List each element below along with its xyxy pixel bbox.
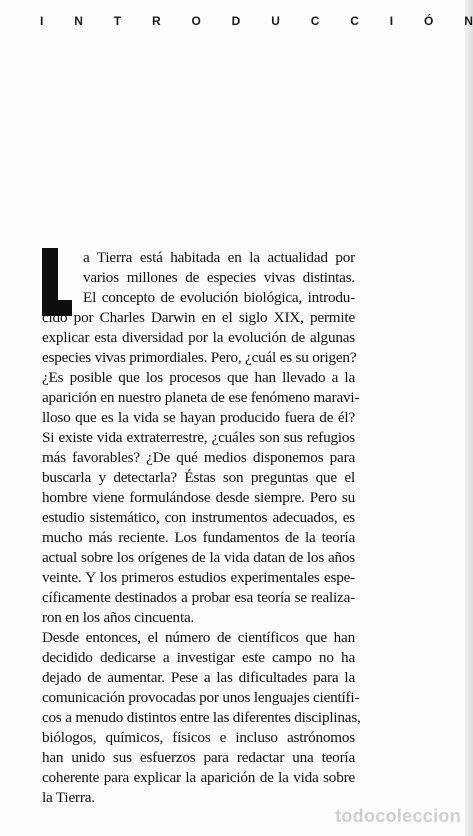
header-letter: I bbox=[389, 14, 394, 28]
text-line: Si existe vida extraterrestre, ¿cuáles son sus refugios bbox=[42, 429, 355, 446]
text-line: dejado de aumentar. Pese a las dificultades para la bbox=[42, 669, 355, 686]
text-line: comunicación provocadas por unos lenguajes científi- bbox=[42, 689, 360, 706]
text-line: estudio sistemático, con instrumentos adecuados, es bbox=[42, 509, 355, 526]
text-line: mucho más reciente. Los fundamentos de la teoría bbox=[42, 529, 355, 546]
text-line: más favorables? ¿De qué medios disponemos para bbox=[42, 449, 355, 466]
header-letter: T bbox=[113, 14, 122, 28]
text-line: biólogos, químicos, físicos e incluso astrónomos bbox=[42, 729, 355, 746]
text-line: ¿Es posible que los procesos que han llevado a la bbox=[42, 369, 355, 386]
text-line: a Tierra está habitada en la actualidad por bbox=[83, 249, 355, 266]
text-line: especies vivas primordiales. Pero, ¿cuál es su origen? bbox=[42, 349, 357, 366]
text-line: hombre viene formulándose desde siempre. Pero su bbox=[42, 489, 355, 506]
text-line: han unido sus esfuerzos para redactar una teoría bbox=[42, 749, 355, 766]
text-line: cíficamente destinados a probar esa teoría se realiza- bbox=[42, 589, 355, 606]
header-letter: U bbox=[271, 14, 280, 28]
text-line: varios millones de especies vivas distintas. bbox=[83, 269, 355, 286]
text-line: la Tierra. bbox=[42, 789, 95, 806]
header-letter: R bbox=[151, 14, 161, 28]
text-line: decidido dedicarse a investigar este campo no ha bbox=[42, 649, 355, 666]
text-line: actual sobre los orígenes de la vida datan de los años bbox=[42, 549, 355, 566]
text-line: ron en los años cincuenta. bbox=[42, 609, 195, 626]
text-line: explicar esta diversidad por la evolución de algunas bbox=[42, 329, 355, 346]
header-letter: I bbox=[40, 14, 44, 28]
drop-cap-letter bbox=[42, 248, 72, 316]
text-line: El concepto de evolución biológica, introdu- bbox=[83, 289, 355, 306]
running-header bbox=[40, 14, 473, 28]
text-line: veinte. Y los primeros estudios experimentales espe- bbox=[42, 569, 355, 586]
page-edge-shadow bbox=[465, 0, 473, 836]
header-letter: O bbox=[191, 14, 201, 28]
text-line: cido por Charles Darwin en el siglo XIX, permite bbox=[42, 309, 355, 326]
text-line: aparición en nuestro planeta de ese fenómeno maravi- bbox=[42, 389, 360, 406]
text-line: buscarla y detectarla? Éstas son preguntas que el bbox=[42, 469, 355, 486]
text-line: coherente para explicar la aparición de la vida sobre bbox=[42, 769, 355, 786]
text-line: lloso que es la vida se hayan producido fuera de él? bbox=[42, 409, 355, 426]
header-letter: C bbox=[310, 14, 320, 28]
text-line: Desde entonces, el número de científicos que han bbox=[42, 629, 355, 646]
header-letter: N bbox=[464, 14, 473, 28]
header-letter: D bbox=[231, 14, 241, 28]
header-letter: Ó bbox=[424, 14, 434, 28]
watermark: todocoleccion bbox=[335, 806, 461, 826]
header-letter: C bbox=[350, 14, 359, 28]
header-letter: N bbox=[74, 14, 83, 28]
text-line: cos a menudo distintos entre las diferentes disciplinas, bbox=[42, 709, 361, 726]
